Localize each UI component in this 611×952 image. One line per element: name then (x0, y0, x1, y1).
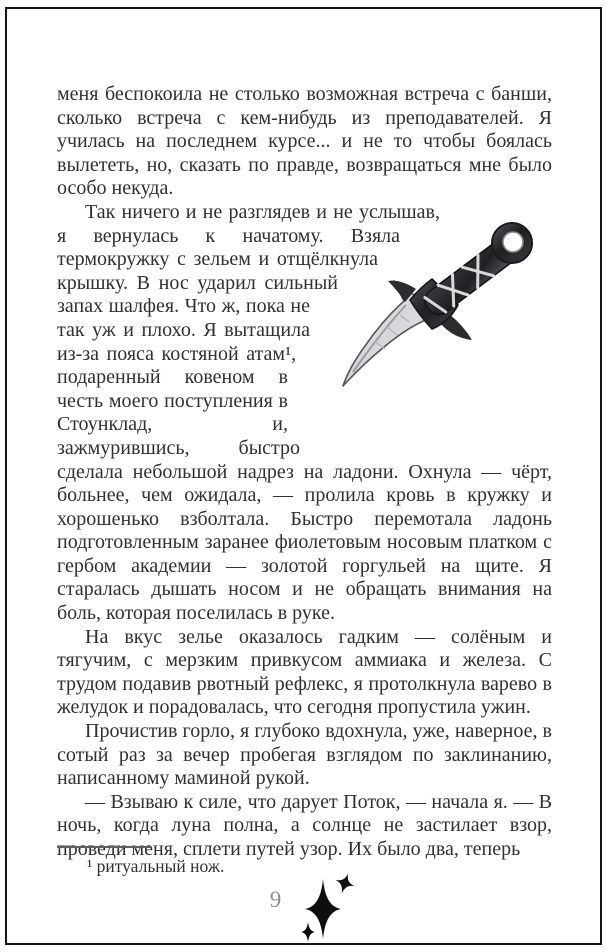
knife-ring-pommel (492, 223, 532, 263)
knife-illustration (280, 201, 552, 437)
paragraph-text: Прочистив горло, я глубоко вдохнула, уже, наверное, в сотый раз за вечер пробегая взглядом по заклинанию, написанному маминой рукой. (57, 720, 552, 790)
paragraph (57, 201, 552, 626)
sparkle-icon (295, 867, 359, 945)
paragraph-text: меня беспокоила не столько возможная встреча с банши, сколько встреча с кем-нибудь из преподавателей. Я училась на последнем курсе... и не то чтобы боялась вылететь, но, сказать по правде, возвращаться мне было особо некуда. (57, 83, 552, 200)
footnote-text: ¹ ритуальный нож. (87, 856, 225, 876)
paragraph-text: — Взываю к силе, что дарует Поток, — начала я. — В ночь, когда луна полна, а солнце не застилает взор, проведи меня, сплети путей узор. Их было два, теперь (57, 790, 552, 860)
paragraph (57, 720, 552, 791)
paragraph (57, 83, 552, 201)
paragraph-text: На вкус зелье оказалось гадким — солёным и тягучим, с мерзким привкусом аммиака и железа. С трудом подавив рвотный рефлекс, я протолкнула варево в желудок и порадовалась, что сегодня пропустила ужин. (57, 625, 552, 719)
athame-knife-icon (336, 219, 548, 395)
page-footer (7, 867, 600, 945)
page-frame (5, 7, 602, 945)
footnote-divider (57, 846, 151, 848)
text-block (57, 83, 552, 862)
paragraph (57, 626, 552, 720)
page-number: 9 (269, 887, 283, 912)
paragraph-text: Так ничего и не разглядев и не услышав, я вернулась к начатому. Взяла термокружку с зельем и отщёлкнула крышку. В нос ударил сильный запах шалфея. Что ж, пока не так уж и плохо. Я вытащила из-за пояса костяной атам¹, подаренный ковеном в честь моего поступления в Стоунклад, и, зажмурившись, быстро сделала небольшой надрез на ладони. Охнула — чёрт, больнее, чем ожидала, — пролила кровь в кружку и хорошенько взболтала. Быстро перемотала ладонь подготовленным заранее фиолетовым носовым платком с гербом академии — золотой горгульей на щите. Я старалась дышать носом и не обращать внимания на боль, которая поселилась в руке. (57, 200, 552, 625)
